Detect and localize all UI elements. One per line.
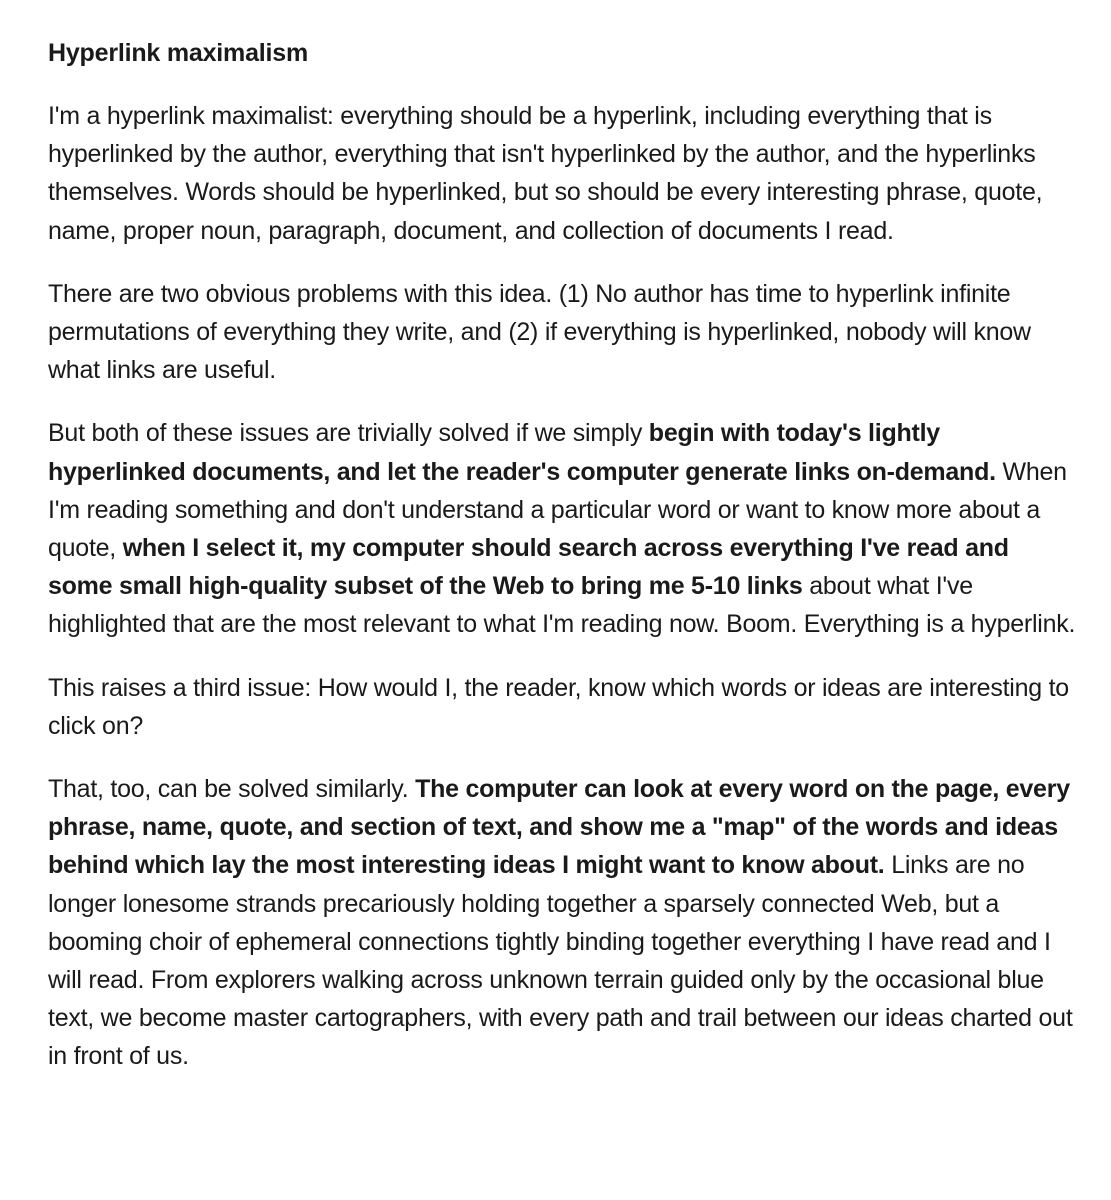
article bbox=[48, 34, 1078, 1101]
paragraph-1 bbox=[48, 97, 1078, 250]
paragraph-5 bbox=[48, 770, 1078, 1076]
paragraph-text: That, too, can be solved similarly. bbox=[48, 775, 416, 804]
paragraph-text: Links are no longer lonesome strands precariously holding together a sparsely connected Web, but a booming choir of ephemeral connections tightly binding together everything I have read and I will read. From explorers walking across unknown terrain guided only by the occasional blue text, we become master cartographers, with every path and trail between our ideas charted out in front of us. bbox=[48, 851, 1073, 1071]
bold-emphasis: begin with today's lightly hyperlinked documents, and let the reader's computer generate links on-demand. bbox=[48, 419, 996, 486]
bold-emphasis: when I select it, my computer should search across everything I've read and some small high-quality subset of the Web to bring me 5-10 links bbox=[48, 534, 1009, 601]
bold-emphasis: The computer can look at every word on the page, every phrase, name, quote, and section of text, and show me a "map" of the words and ideas behind which lay the most interesting ideas I might want to know about. bbox=[48, 775, 1070, 880]
paragraph-text: This raises a third issue: How would I, the reader, know which words or ideas are interesting to click on? bbox=[48, 673, 1069, 740]
paragraph-text: There are two obvious problems with this idea. (1) No author has time to hyperlink infinite permutations of everything they write, and (2) if everything is hyperlinked, nobody will know what links are useful. bbox=[48, 279, 1031, 385]
article-title: Hyperlink maximalism bbox=[48, 39, 309, 67]
paragraph-text: about what I've highlighted that are the most relevant to what I'm reading now. Boom. Everything is a hyperlink. bbox=[48, 572, 1076, 639]
paragraph-3 bbox=[48, 414, 1078, 643]
paragraph-text: But both of these issues are trivially solved if we simply bbox=[48, 419, 649, 448]
paragraph-text: When I'm reading something and don't understand a particular word or want to know more about a quote, bbox=[48, 457, 1067, 563]
paragraph-text: I'm a hyperlink maximalist: everything should be a hyperlink, including everything that is hyperlinked by the author, everything that isn't hyperlinked by the author, and the hyperlinks themselves. Words should be hyperlinked, but so should be every interesting phrase, quote, name, proper noun, paragraph, document, and collection of documents I read. bbox=[48, 102, 1043, 245]
paragraph-4 bbox=[48, 669, 1078, 745]
paragraph-2 bbox=[48, 275, 1078, 390]
